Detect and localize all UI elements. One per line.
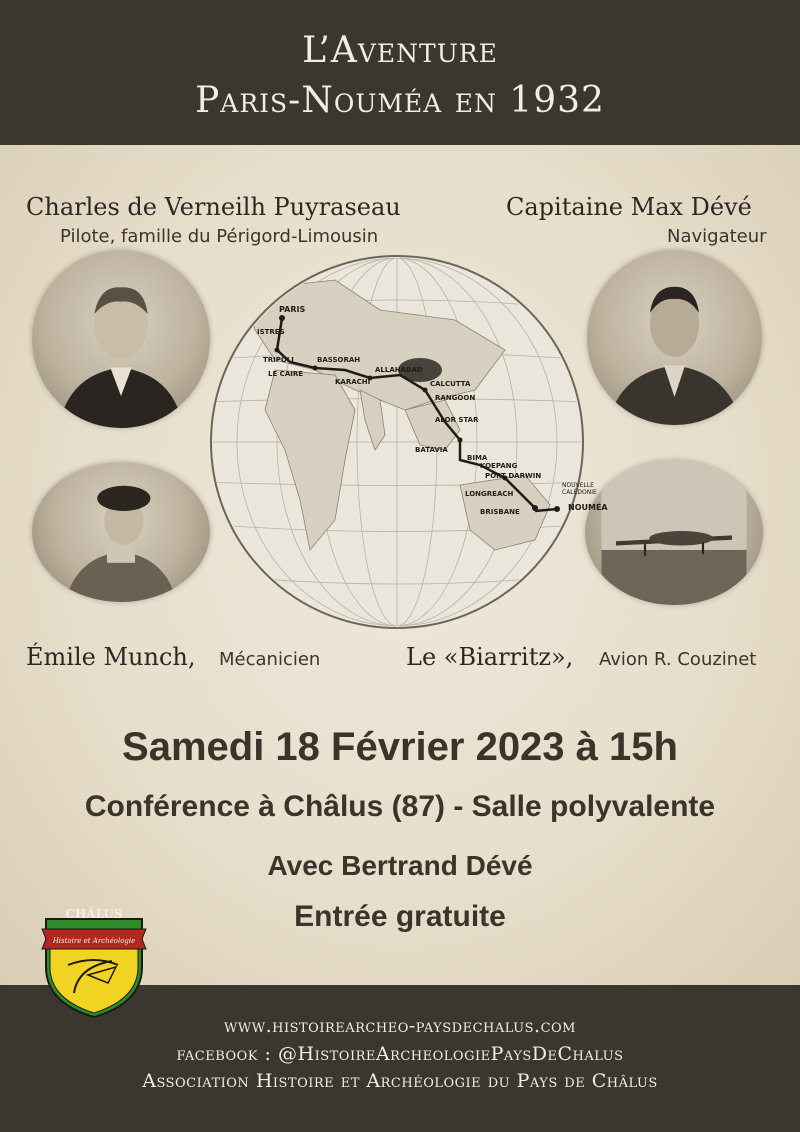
pilot-role: Pilote, famille du Périgord-Limousin [60,226,379,247]
pilot-name: Charles de Verneilh Puyraseau [26,193,401,221]
map-city-label: BASSORAH [317,356,361,364]
map-city-label: KOEPANG [480,462,518,470]
title-line-2: Paris-Nouméa en 1932 [195,80,605,121]
plane-photo [585,460,763,605]
chalus-logo [38,905,150,1020]
map-city-label: BATAVIA [415,446,448,454]
footer-website: www.histoirearcheo-paysdechalus.com [224,1015,576,1037]
map-city-label: BRISBANE [480,508,520,516]
mechanic-role: Mécanicien [219,649,321,670]
mechanic-name: Émile Munch, [26,643,196,671]
map-label-nc: NOUVELLE CALÉDONIE [562,482,597,496]
map-city-label: CALCUTTA [430,380,471,388]
navigator-role: Navigateur [667,226,767,247]
map-city-label: ALOR STAR [435,416,479,424]
event-location: Conférence à Châlus (87) - Salle polyvalente [84,790,716,823]
map-city-label: TRIPOLI [263,356,294,364]
map-city-label: PORT DARWIN [485,472,542,480]
event-entry: Entrée gratuite [294,900,506,933]
event-speaker: Avec Bertrand Dévé [267,850,533,881]
route-extension [535,485,565,515]
map-city-label: RANGOON [435,394,476,402]
pilot-portrait [32,250,210,428]
header-banner [0,0,800,145]
navigator-portrait [587,250,762,425]
event-date: Samedi 18 Février 2023 à 15h [122,725,678,769]
map-city-label: PARIS [279,305,306,314]
map-city-noumea: NOUMÉA [568,503,608,512]
map-city-label: KARACHI [335,378,371,386]
map-city-label: ISTRES [257,328,285,336]
map-city-label: LE CAIRE [268,370,304,378]
plane-name: Le «Biarritz», [406,643,574,671]
title-line-1: L’Aventure [302,30,498,71]
navigator-name: Capitaine Max Dévé [506,193,752,221]
route-map [205,250,589,634]
footer-facebook: facebook : @HistoireArcheologiePaysDeChalus [176,1043,624,1065]
map-city-label: BIMA [467,454,488,462]
logo-subtitle: Histoire et Archéologie [52,937,136,945]
map-city-label: ALLAHABAD [375,366,423,374]
map-city-label: LONGREACH [465,490,514,498]
logo-title: CHÂLUS [65,907,123,921]
footer-association: Association Histoire et Archéologie du Pays de Châlus [142,1070,658,1092]
mechanic-portrait [32,462,210,602]
plane-role: Avion R. Couzinet [599,649,757,670]
